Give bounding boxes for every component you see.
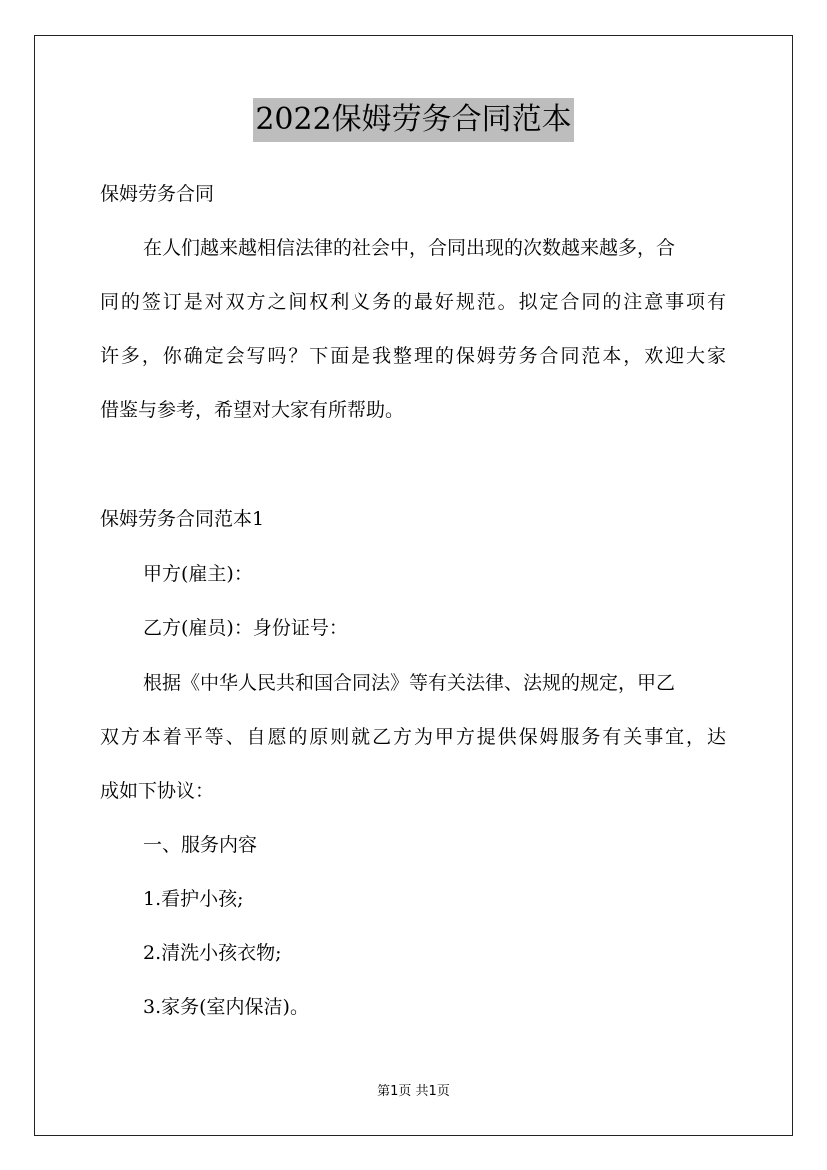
basis-line-2: 双方本着平等、自愿的原则就乙方为甲方提供保姆服务有关事宜，达 bbox=[100, 726, 726, 748]
service-item-2: 2.清洗小孩衣物; bbox=[143, 942, 282, 964]
service-heading: 一、服务内容 bbox=[143, 834, 258, 856]
document-title: 2022保姆劳务合同范本 bbox=[253, 98, 573, 142]
basis-line-1: 根据《中华人民共和国合同法》等有关法律、法规的规定，甲乙 bbox=[143, 672, 676, 694]
intro-line-1: 在人们越来越相信法律的社会中，合同出现的次数越来越多，合 bbox=[143, 237, 676, 259]
intro-line-2: 同的签订是对双方之间权利义务的最好规范。拟定合同的注意事项有 bbox=[100, 291, 726, 313]
party-a: 甲方(雇主)： bbox=[143, 563, 253, 585]
basis-line-3: 成如下协议： bbox=[100, 780, 215, 802]
service-item-1: 1.看护小孩; bbox=[143, 888, 244, 910]
intro-line-3: 许多，你确定会写吗？下面是我整理的保姆劳务合同范本，欢迎大家 bbox=[100, 345, 726, 367]
page-footer: 第1页 共1页 bbox=[377, 1084, 450, 1099]
service-item-3: 3.家务(室内保洁)。 bbox=[143, 996, 309, 1018]
title-container bbox=[0, 98, 827, 142]
heading-contract: 保姆劳务合同 bbox=[100, 183, 215, 205]
intro-line-4: 借鉴与参考，希望对大家有所帮助。 bbox=[100, 399, 405, 421]
party-b: 乙方(雇员)：身份证号： bbox=[143, 617, 348, 639]
section-title: 保姆劳务合同范本1 bbox=[100, 508, 265, 530]
